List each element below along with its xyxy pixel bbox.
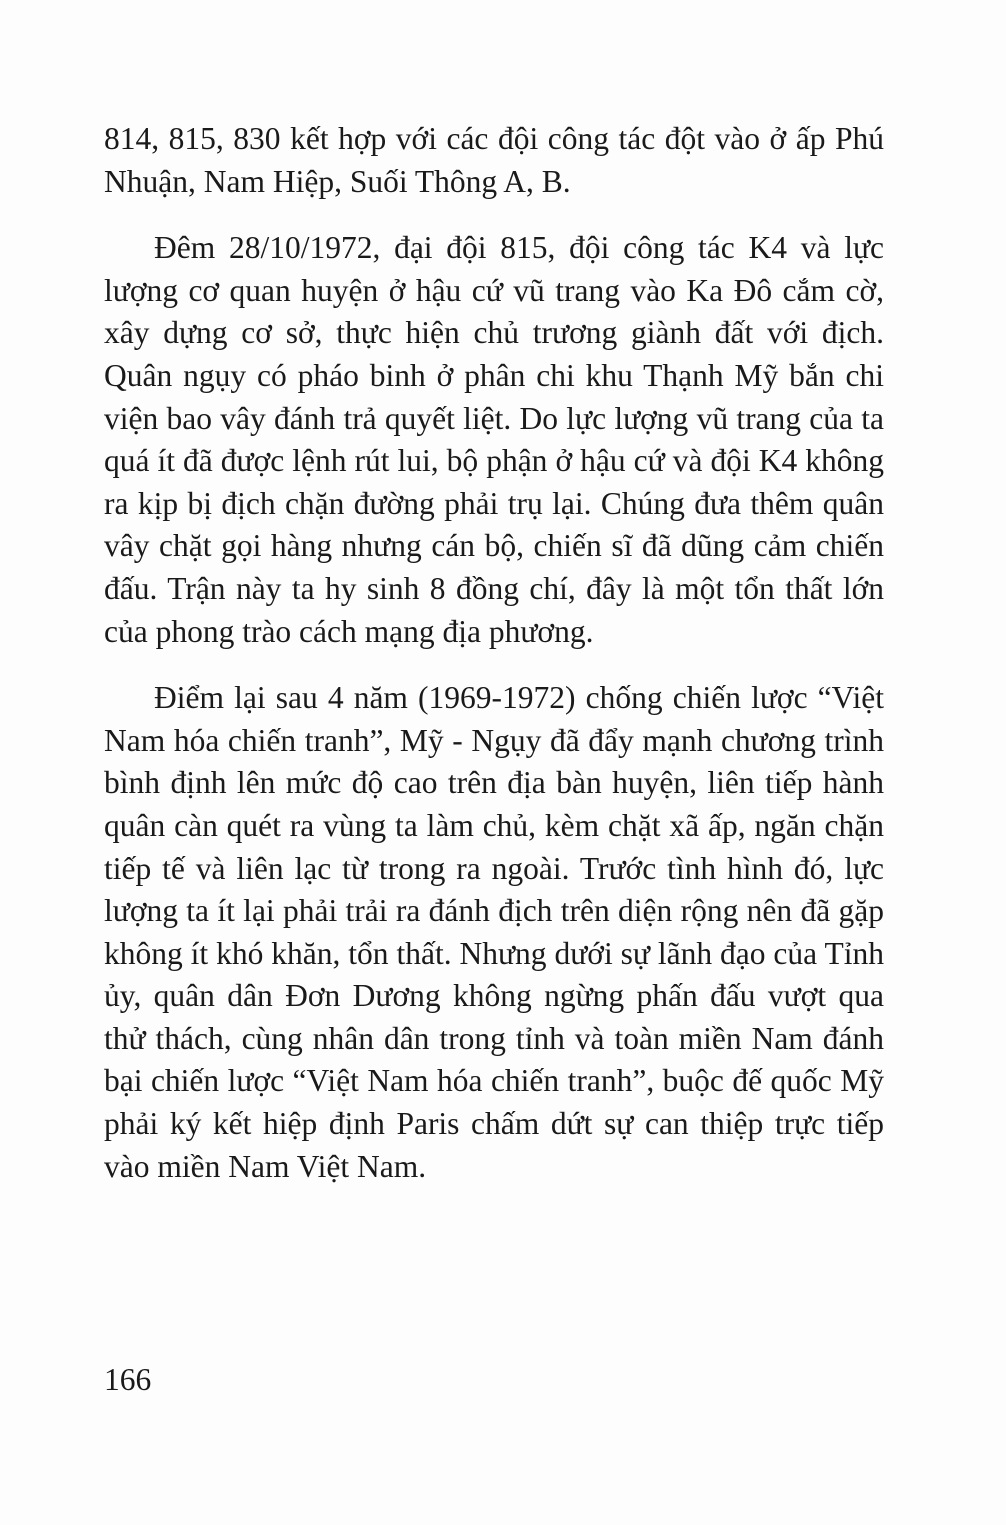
page-number: 166 — [104, 1362, 152, 1397]
paragraph-continuation: 814, 815, 830 kết hợp với các đội công tác đột vào ở ấp Phú Nhuận, Nam Hiệp, Suối Thông A, B. — [104, 121, 884, 199]
paragraph-battle-ka-do: Đêm 28/10/1972, đại đội 815, đội công tác K4 và lực lượng cơ quan huyện ở hậu cứ vũ trang vào Ka Đô cắm cờ, xây dựng cơ sở, thực hiện chủ trương giành đất với địch. Quân ngụy có pháo binh ở phân chi khu Thạnh Mỹ bắn chi viện bao vây đánh trả quyết liệt. Do lực lượng vũ trang của ta quá ít đã được lệnh rút lui, bộ phận ở hậu cứ và đội K4 không ra kịp bị địch chặn đường phải trụ lại. Chúng đưa thêm quân vây chặt gọi hàng nhưng cán bộ, chiến sĩ đã dũng cảm chiến đấu. Trận này ta hy sinh 8 đồng chí, đây là một tổn thất lớn của phong trào cách mạng địa phương. — [104, 230, 884, 649]
body-text — [104, 118, 884, 1188]
paragraph-summary-1969-1972: Điểm lại sau 4 năm (1969-1972) chống chiến lược “Việt Nam hóa chiến tranh”, Mỹ - Ngụy đã đẩy mạnh chương trình bình định lên mức độ cao trên địa bàn huyện, liên tiếp hành quân càn quét ra vùng ta làm chủ, kèm chặt xã ấp, ngăn chặn tiếp tế và liên lạc từ trong ra ngoài. Trước tình hình đó, lực lượng ta ít lại phải trải ra đánh địch trên diện rộng nên đã gặp không ít khó khăn, tổn thất. Nhưng dưới sự lãnh đạo của Tỉnh ủy, quân dân Đơn Dương không ngừng phấn đấu vượt qua thử thách, cùng nhân dân trong tỉnh và toàn miền Nam đánh bại chiến lược “Việt Nam hóa chiến tranh”, buộc đế quốc Mỹ phải ký kết hiệp định Paris chấm dứt sự can thiệp trực tiếp vào miền Nam Việt Nam. — [104, 680, 884, 1184]
